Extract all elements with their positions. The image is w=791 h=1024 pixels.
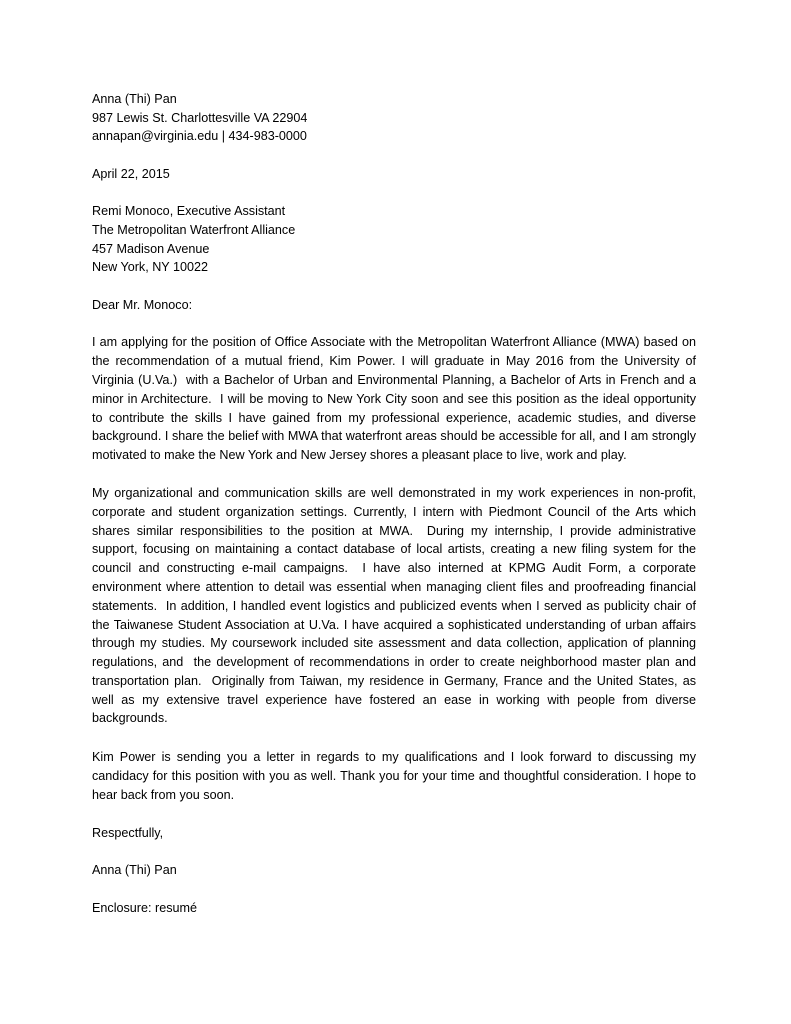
date-block bbox=[92, 165, 696, 184]
enclosure-note: Enclosure: resumé bbox=[92, 900, 197, 915]
body-paragraph-2: My organizational and communication skills are well demonstrated in my work experiences in non-profit, corporate and student organization settings. Currently, I intern with Piedmont Council of the Arts which shares similar responsibilities to the position at MWA. During my internship, I provide administrative support, focusing on maintaining a contact database of local artists, creating a new filing system for the council and constructing e-mail campaigns. I have also interned at KPMG Audit Form, a corporate environment where attention to detail was essential when managing client files and proofreading financial statements. In addition, I handled event logistics and publicized events when I served as publicity chair of the Taiwanese Student Association at U.Va. I have acquired a sophisticated understanding of urban affairs through my studies. My coursework included site assessment and data collection, application of planning regulations, and the development of recommendations in order to create neighborhood master plan and transportation plan. Originally from Taiwan, my residence in Germany, France and the United States, as well as my extensive travel experience have fostered an ease in working with people from diverse backgrounds. bbox=[92, 485, 703, 726]
salutation: Dear Mr. Monoco: bbox=[92, 297, 193, 312]
recipient-address-block bbox=[92, 202, 696, 276]
sender-name: Anna (Thi) Pan bbox=[92, 92, 177, 106]
recipient-city-state-zip: New York, NY 10022 bbox=[92, 260, 208, 275]
closing: Respectfully, bbox=[92, 825, 164, 840]
salutation-block bbox=[92, 296, 696, 315]
sender-address: 987 Lewis St. Charlottesville VA 22904 bbox=[92, 110, 308, 125]
spacer-after-sender bbox=[92, 146, 696, 165]
spacer-after-paragraph-3 bbox=[92, 805, 696, 824]
sender-contact: annapan@virginia.edu | 434-983-0000 bbox=[92, 129, 307, 144]
spacer-after-salutation bbox=[92, 314, 696, 333]
spacer-after-paragraph-1 bbox=[92, 465, 696, 484]
body-paragraph-1: I am applying for the position of Office Associate with the Metropolitan Waterfront Alliance (MWA) based on the recommendation of a mutual friend, Kim Power. I will graduate in May 2016 from the University of Virginia (U.Va.) with a Bachelor of Urban and Environmental Planning, a Bachelor of Arts in French and a minor in Architecture. I will be moving to New York City soon and see this position as the ideal opportunity to contribute the skills I have gained from my professional experience, academic studies, and diverse background. I share the belief with MWA that waterfront areas should be accessible for all, and I am strongly motivated to make the New York and New Jersey shores a pleasant place to live, work and play. bbox=[92, 335, 700, 463]
spacer-after-date bbox=[92, 183, 696, 202]
spacer-after-closing bbox=[92, 842, 696, 861]
spacer-after-recipient bbox=[92, 277, 696, 296]
signature-name: Anna (Thi) Pan bbox=[92, 863, 177, 878]
closing-block bbox=[92, 824, 696, 843]
enclosure-block bbox=[92, 899, 696, 918]
body-paragraph-3: Kim Power is sending you a letter in regards to my qualifications and I look forward to discussing my candidacy for this position with you as well. Thank you for your time and thoughtful consideration. I hope to hear back from you soon. bbox=[92, 750, 700, 802]
recipient-name-title: Remi Monoco, Executive Assistant bbox=[92, 204, 286, 219]
spacer-after-signature bbox=[92, 880, 696, 899]
recipient-street: 457 Madison Avenue bbox=[92, 241, 210, 256]
recipient-organization: The Metropolitan Waterfront Alliance bbox=[92, 222, 296, 237]
cover-letter bbox=[92, 90, 703, 917]
sender-address-block bbox=[92, 90, 696, 146]
letter-date: April 22, 2015 bbox=[92, 166, 170, 181]
signature-block bbox=[92, 861, 696, 880]
spacer-after-paragraph-2 bbox=[92, 728, 696, 748]
